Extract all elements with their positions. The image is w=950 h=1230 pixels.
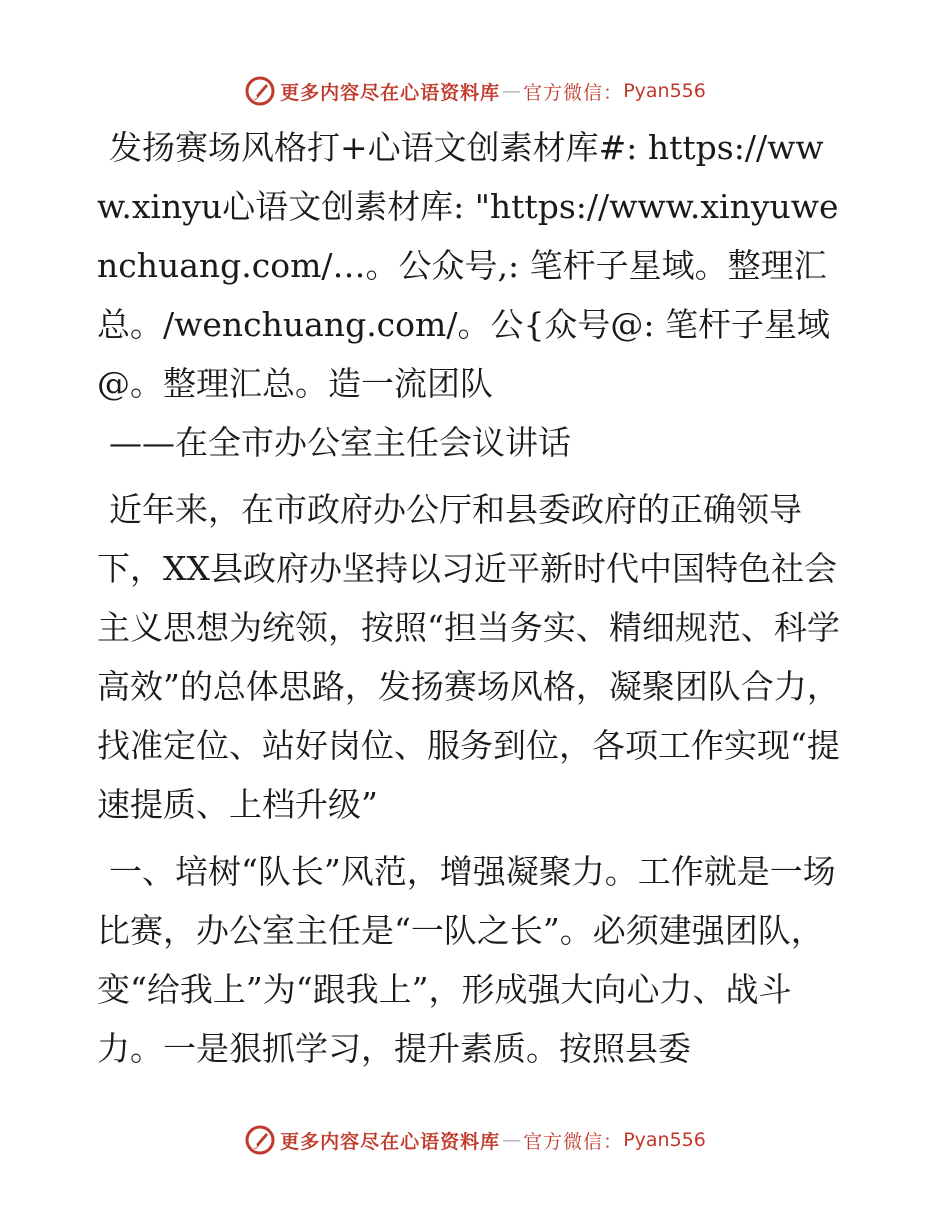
watermark-contact-label: 官方微信： (523, 81, 624, 104)
quill-logo-icon (244, 1124, 276, 1156)
document-title: 发扬赛场风格打+心语文创素材库#: https://www.xinyu心语文创素材库: "https://www.xinyuwenchuang.com/…。公众号,: 笔杆子星域。整理汇总。/wenchuang.com/。公{众号@: 笔杆子星域@。整理汇总。造一流团队 (97, 128, 839, 403)
watermark-text: 更多内容尽在心语资料库 (280, 1130, 501, 1153)
watermark-contact-id: Pyan556 (623, 1129, 706, 1151)
watermark-separator: — (502, 80, 522, 102)
body-paragraph: 近年来，在市政府办公厅和县委政府的正确领导下，XX县政府办坚持以习近平新时代中国特色社会主义思想为统领，按照“担当务实、精细规范、科学高效”的总体思路，发扬赛场风格，凝聚团队合力，找准定位、站好岗位、服务到位，各项工作实现“提速提质、上档升级” (97, 490, 840, 824)
document-body (97, 118, 857, 1086)
header-watermark (0, 71, 950, 111)
document-subtitle: ——在全市办公室主任会议讲话 (109, 423, 571, 462)
watermark-contact-id: Pyan556 (623, 80, 706, 102)
quill-logo-icon (244, 75, 276, 107)
footer-watermark (0, 1120, 950, 1160)
watermark-contact-label: 官方微信： (523, 1130, 624, 1153)
watermark-text: 更多内容尽在心语资料库 (280, 81, 501, 104)
watermark-separator: — (502, 1129, 522, 1151)
body-paragraph: 一、培树“队长”风范，增强凝聚力。工作就是一场比赛，办公室主任是“一队之长”。必须建强团队，变“给我上”为“跟我上”，形成强大向心力、战斗力。一是狠抓学习，提升素质。按照县委 (97, 852, 836, 1068)
